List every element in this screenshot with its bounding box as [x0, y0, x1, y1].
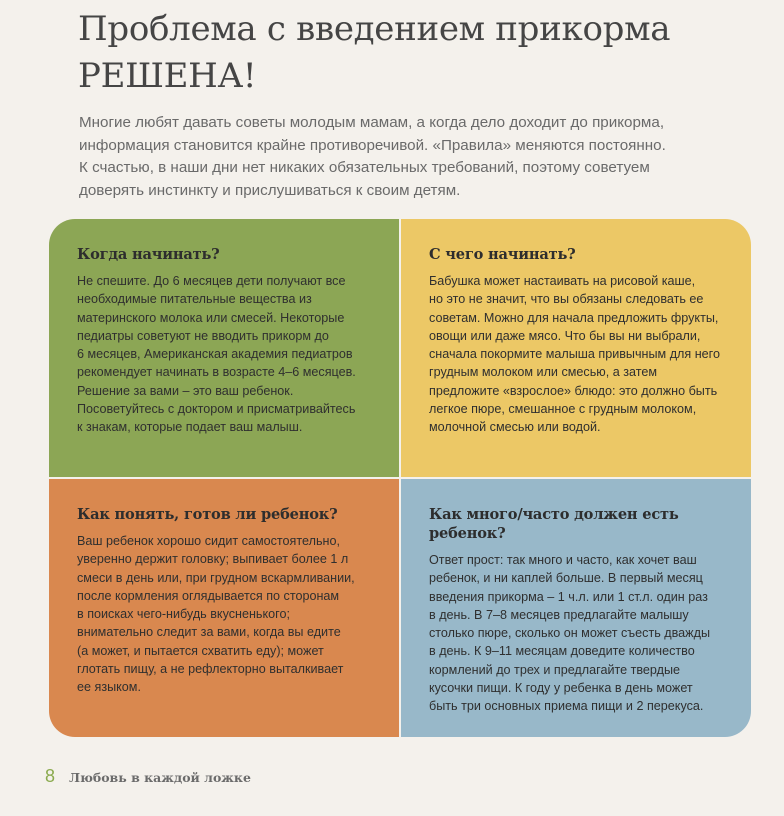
- info-card-grid: [49, 219, 751, 737]
- card-body-line: Ваш ребенок хорошо сидит самостоятельно,: [77, 534, 340, 548]
- card-body-line: (а может, и пытается схватить еду); может: [77, 643, 324, 658]
- card-what-to-start-with: [401, 219, 751, 477]
- card-body-line: необходимые питательные вещества из: [77, 292, 312, 307]
- card-body-line: сначала покормите малыша привычным для него: [429, 347, 720, 362]
- card-body-line: столько пюре, сколько он может съесть дважды: [429, 626, 711, 641]
- card-body-line: 6 месяцев, Американская академия педиатров: [77, 347, 353, 362]
- card-title-line: Как много/часто должен есть: [429, 506, 679, 523]
- card-body-line: ребенок, и ни каплей больше. В первый месяц: [429, 571, 703, 586]
- intro-line: доверять инстинкту и прислушиваться к своим детям.: [79, 181, 461, 199]
- card-body-line: к знакам, которые подает ваш малыш.: [77, 420, 303, 435]
- card-body-line: овощи или даже мясо. Что бы вы ни выбрали,: [429, 328, 701, 343]
- card-body-line: в поисках чего-нибудь вкусненького;: [77, 607, 290, 622]
- card-body-line: грудным молоком или смесью, а затем: [429, 365, 658, 380]
- card-when-to-start: [49, 219, 399, 477]
- card-body-line: введения прикорма – 1 ч.л. или 1 ст.л. один раз: [429, 589, 708, 604]
- intro-line: информация становится крайне противоречивой. «Правила» меняются постоянно.: [79, 136, 666, 154]
- card-body-line: в день. В 7–8 месяцев предлагайте малышу: [429, 607, 689, 622]
- card-body-line: Не спешите. До 6 месяцев дети получают все: [77, 274, 346, 288]
- card-is-baby-ready: [49, 479, 399, 737]
- card-body-line: смеси в день или, при грудном вскармливании,: [77, 570, 355, 585]
- card-body-line: глотать пищу, а не рефлекторно выталкивает: [77, 662, 344, 677]
- page-title-line-2: РЕШЕНА!: [78, 56, 257, 96]
- page-title: [78, 6, 768, 100]
- card-body: [77, 272, 373, 437]
- card-body-line: в день. К 9–11 месяцам доведите количество: [429, 644, 695, 659]
- card-body-line: легкое пюре, смешанное с грудным молоком,: [429, 402, 697, 417]
- card-body-line: молочной смесью или водой.: [429, 420, 601, 435]
- card-body: [429, 551, 725, 716]
- page-number: 8: [45, 766, 56, 786]
- card-title-line: ребенок?: [429, 525, 506, 542]
- card-body: [77, 532, 373, 697]
- card-title: Когда начинать?: [77, 246, 220, 263]
- card-body-line: педиатры советуют не вводить прикорм до: [77, 328, 329, 343]
- card-body-line: советам. Можно для начала предложить фрукты,: [429, 310, 719, 325]
- card-body-line: Решение за вами – это ваш ребенок.: [77, 383, 294, 398]
- card-body-line: ее языком.: [77, 680, 141, 695]
- card-body-line: материнского молока или смесей. Некоторые: [77, 310, 345, 325]
- card-body-line: после кормления оглядывается по сторонам: [77, 588, 340, 603]
- card-body-line: рекомендует начинать в возрасте 4–6 месяцев.: [77, 365, 356, 380]
- page-footer: [45, 766, 251, 787]
- card-title: Как понять, готов ли ребенок?: [77, 506, 338, 523]
- card-body-line: быть три основных приема пищи и 2 перекуса.: [429, 699, 704, 714]
- card-title: [429, 505, 725, 543]
- card-body-line: кусочки пищи. К году у ребенка в день может: [429, 681, 693, 696]
- card-how-much-how-often: [401, 479, 751, 737]
- card-body: [429, 272, 725, 437]
- running-footer-title: Любовь в каждой ложке: [69, 770, 251, 785]
- card-body-line: кормлений до трех и предлагайте твердые: [429, 662, 681, 677]
- card-body-line: но это не значит, что вы обязаны следовать ее: [429, 292, 704, 307]
- card-body-line: Посоветуйтесь с доктором и присматривайтесь: [77, 402, 356, 417]
- intro-line: Многие любят давать советы молодым мамам, а когда дело доходит до прикорма,: [79, 114, 665, 131]
- card-title: С чего начинать?: [429, 246, 576, 263]
- intro-line: К счастью, в наши дни нет никаких обязательных требований, поэтому советуем: [79, 159, 650, 176]
- intro-paragraph: [79, 112, 719, 202]
- card-body-line: уверенно держит головку; выпивает более 1 л: [77, 552, 349, 567]
- card-body-line: Ответ прост: так много и часто, как хочет ваш: [429, 553, 697, 567]
- card-body-line: предложите «взрослое» блюдо: это должно быть: [429, 383, 718, 398]
- card-body-line: Бабушка может настаивать на рисовой каше,: [429, 274, 696, 288]
- page-title-line-1: Проблема с введением прикорма: [78, 9, 671, 49]
- card-body-line: внимательно следит за вами, когда вы едите: [77, 625, 341, 640]
